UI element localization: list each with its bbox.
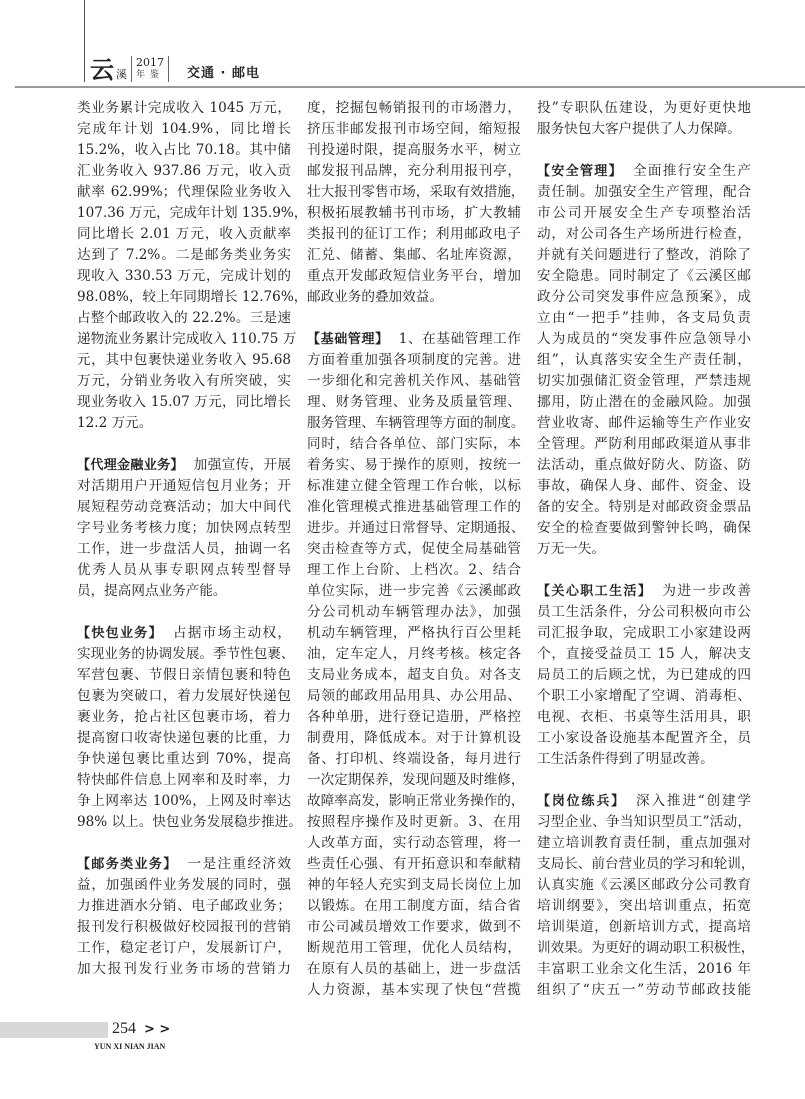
continued-paragraph — [307, 98, 525, 308]
line-text: 着务实、易于操作的原则，按统一 — [307, 457, 521, 473]
text-line — [307, 119, 521, 140]
text-line — [77, 182, 291, 203]
line-text: 107.36 万元，完成年计划 135.9%， — [77, 205, 308, 221]
text-line — [77, 812, 302, 833]
text-line — [537, 980, 751, 1001]
text-line — [537, 371, 751, 392]
line-text: 在原有人员的基础上，进一步盘活 — [307, 961, 521, 977]
text-column-1 — [77, 98, 308, 1001]
text-line — [537, 203, 751, 224]
section-paragraph — [537, 581, 751, 770]
paragraph-heading: 【关心职工生活】 — [537, 584, 653, 599]
line-text: 15.2%，收入占比 70.18。其中储 — [77, 142, 291, 158]
line-text: 邮政业务的叠加效益。 — [307, 289, 443, 305]
line-text: 军营包裹、节假日亲情包裹和特色 — [77, 667, 291, 683]
line-text: 达到了 7.2%。二是邮务类业务实 — [77, 247, 291, 263]
line-text: 递物流业务累计完成收入 110.75 万 — [77, 331, 297, 347]
text-line — [307, 350, 521, 371]
text-line — [307, 434, 521, 455]
line-text: 特快邮件信息上网率和及时率，力 — [77, 772, 291, 788]
text-line — [307, 161, 521, 182]
text-line — [537, 455, 751, 476]
text-line — [307, 812, 521, 833]
yearbook-label — [136, 56, 164, 82]
text-line — [307, 896, 521, 917]
text-line — [77, 392, 291, 413]
text-line — [537, 434, 751, 455]
text-line — [537, 350, 751, 371]
text-line — [307, 266, 521, 287]
text-line — [537, 959, 751, 980]
text-line — [77, 371, 291, 392]
text-line — [537, 833, 751, 854]
line-text: 工生活条件得到了明显改善。 — [537, 751, 714, 767]
line-text: 人改革方面，实行动态管理，将一 — [307, 835, 521, 851]
page-arrows: > > — [144, 1022, 171, 1037]
line-text: 支局业务成本，超支自负。对各支 — [307, 667, 521, 683]
text-line — [77, 854, 291, 875]
text-line — [537, 749, 751, 770]
line-text: 组”，认真落实安全生产责任制， — [537, 352, 751, 368]
brand-sub: 溪 — [116, 68, 127, 81]
section-paragraph — [77, 623, 302, 833]
text-line — [537, 686, 751, 707]
line-text: 工作，稳定老订户，发展新订户， — [77, 940, 291, 956]
text-line — [537, 497, 751, 518]
line-text: 断规范用工管理，优化人员结构， — [307, 940, 521, 956]
line-text: 占整个邮政收入的 22.2%。三是速 — [77, 310, 291, 326]
line-text: 展短程劳动竞赛活动；加大中间代 — [77, 499, 291, 515]
line-text: 标准建立健全管理工作台帐，以标 — [307, 478, 521, 494]
line-text: 立由“一把手”挂帅，各支局负责 — [537, 310, 751, 326]
text-line — [307, 980, 521, 1001]
header-vertical-rule — [84, 0, 85, 82]
line-text: 元，其中包裹快递业务收入 95.68 — [77, 352, 291, 368]
line-text: 训效果。为更好的调动职工积极性， — [537, 940, 755, 956]
line-text: 丰富职工业余文化生活，2016 年 — [537, 961, 751, 977]
text-line — [307, 917, 521, 938]
line-text: 建立培训教育责任制，重点加强对 — [537, 835, 751, 851]
running-header — [90, 56, 260, 82]
text-line — [77, 476, 291, 497]
line-text: 责任制。加强安全生产管理，配合 — [537, 184, 751, 200]
text-line — [307, 329, 521, 350]
line-text: 按照程序操作及时更新。3、在用 — [307, 814, 521, 830]
paragraph-heading: 【邮务类业务】 — [77, 857, 178, 872]
line-text: 字号业务考核力度；加快网点转型 — [77, 520, 291, 536]
text-line — [77, 497, 291, 518]
line-text: 组织了“庆五一”劳动节邮政技能 — [537, 982, 751, 998]
paragraph-heading: 【安全管理】 — [537, 164, 623, 179]
text-line — [307, 644, 521, 665]
text-line — [77, 203, 308, 224]
text-line — [537, 812, 751, 833]
line-text: 些责任心强、有开拓意识和奉献精 — [307, 856, 521, 872]
text-line — [77, 518, 291, 539]
line-text: 电视、衣柜、书桌等生活用具，职 — [537, 709, 751, 725]
header-divider — [168, 56, 169, 82]
line-text: 培训渠道，创新培训方式，提高培 — [537, 919, 751, 935]
line-text: 壮大报刊零售市场，采取有效措施， — [307, 184, 525, 200]
line-text: 类报刊的征订工作；利用邮政电子 — [307, 226, 521, 242]
line-text: 培训纲要》，突出培训重点，拓宽 — [537, 898, 751, 914]
line-text: 现业务收入 15.07 万元，同比增长 — [77, 394, 291, 410]
text-line — [307, 413, 525, 434]
text-column-2 — [307, 98, 525, 1022]
page-number-block — [112, 1019, 170, 1040]
text-line — [537, 938, 755, 959]
text-line — [307, 560, 521, 581]
line-text: 并就有关问题进行了整改，消除了 — [537, 247, 751, 263]
line-text: 个，直接受益员工 15 人，解决支 — [537, 646, 751, 662]
text-line — [307, 518, 525, 539]
header-yearbook: 年鉴 — [136, 70, 165, 80]
text-line — [307, 959, 521, 980]
line-text: 占据市场主动权， — [172, 625, 291, 641]
line-text: 度，挖掘包畅销报刊的市场潜力， — [307, 100, 521, 116]
text-line — [537, 476, 751, 497]
line-text: 神的年轻人充实到支局长岗位上加 — [307, 877, 521, 893]
text-line — [307, 392, 521, 413]
section-paragraph — [307, 329, 525, 1001]
footer-bar — [0, 1022, 108, 1038]
line-text: 益，加强函件业务发展的同时，强 — [77, 877, 291, 893]
text-line — [307, 287, 521, 308]
line-text: 法活动，重点做好防火、防盗、防 — [537, 457, 751, 473]
text-line — [307, 602, 521, 623]
line-text: 98.08%，较上年同期增长 12.76%， — [77, 289, 308, 305]
text-line — [537, 644, 751, 665]
line-text: 万无一失。 — [537, 541, 605, 557]
text-line — [307, 791, 525, 812]
line-text: 事故，确保人身、邮件、资金、设 — [537, 478, 751, 494]
line-text: 深入推进“创建学 — [636, 793, 751, 809]
line-text: 完成年计划 104.9%，同比增长 — [77, 121, 291, 137]
line-text: 单位实际，进一步完善《云溪邮政 — [307, 583, 521, 599]
text-line — [537, 917, 751, 938]
header-divider — [131, 56, 132, 82]
text-line — [537, 119, 751, 140]
text-line — [77, 749, 291, 770]
line-text: 同时，结合各单位、部门实际，本 — [307, 436, 521, 452]
text-line — [307, 875, 521, 896]
section-paragraph — [537, 791, 755, 1001]
text-line — [77, 791, 291, 812]
line-text: 工小家设备设施基本配置齐全，员 — [537, 730, 751, 746]
text-line — [307, 686, 521, 707]
text-line — [77, 245, 291, 266]
text-line — [307, 728, 521, 749]
text-line — [537, 707, 751, 728]
line-text: 政分公司突发事件应急预案》，成 — [537, 289, 751, 305]
text-line — [537, 875, 751, 896]
line-text: 习型企业、争当知识型员工”活动， — [537, 814, 751, 830]
text-line — [537, 413, 751, 434]
text-line — [77, 644, 295, 665]
line-text: 安全隐患。同时制定了《云溪区邮 — [537, 268, 751, 284]
line-text: 分公司机动车辆管理办法》，加强 — [307, 604, 521, 620]
line-text: 刊投递时限，提高服务水平，树立 — [307, 142, 521, 158]
text-line — [307, 665, 521, 686]
text-line — [537, 287, 751, 308]
section-title: 交通 · 邮电 — [187, 66, 261, 81]
line-text: 工作，进一步盘活人员，抽调一名 — [77, 541, 291, 557]
text-line — [307, 623, 521, 644]
line-text: 服务管理、车辆管理等方面的制度。 — [307, 415, 525, 431]
line-text: 包裹为突破口，着力发展好快递包 — [77, 688, 291, 704]
text-line — [77, 308, 291, 329]
text-line — [307, 203, 521, 224]
line-text: 支局长、前台营业员的学习和轮训， — [537, 856, 755, 872]
line-text: 类业务累计完成收入 1045 万元， — [77, 100, 291, 116]
text-line — [77, 140, 291, 161]
line-text: 实现业务的协调发展。季节性包裹、 — [77, 646, 295, 662]
line-text: 动，对公司各生产场所进行检查， — [537, 226, 751, 242]
text-line — [307, 245, 521, 266]
text-line — [537, 245, 751, 266]
line-text: 安全的检查要做到警钟长鸣，确保 — [537, 520, 751, 536]
text-line — [537, 791, 751, 812]
section-paragraph — [77, 854, 291, 980]
text-line — [77, 896, 291, 917]
line-text: 人为成员的“突发事件应急领导小 — [537, 331, 751, 347]
text-line — [307, 224, 521, 245]
text-line — [77, 728, 291, 749]
line-text: 加强宣传，开展 — [193, 457, 291, 473]
text-line — [77, 686, 291, 707]
text-line — [77, 875, 291, 896]
line-text: 局员工的后顾之忧，为已建成的四 — [537, 667, 751, 683]
text-line — [77, 770, 291, 791]
paragraph-heading: 【基础管理】 — [307, 332, 389, 347]
line-text: 全管理。严防利用邮政渠道从事非 — [537, 436, 751, 452]
line-text: 为进一步改善 — [662, 583, 751, 599]
text-line — [77, 266, 291, 287]
text-line — [537, 665, 751, 686]
line-text: 认真实施《云溪区邮政分公司教育 — [537, 877, 751, 893]
line-text: 市公司减员增效工作要求，做到不 — [307, 919, 521, 935]
line-text: 各种单册，进行登记造册，严格控 — [307, 709, 521, 725]
line-text: 12.2 万元。 — [77, 415, 153, 431]
line-text: 重点开发邮政短信业务平台，增加 — [307, 268, 521, 284]
text-line — [537, 182, 751, 203]
line-text: 全面推行安全生产 — [632, 163, 751, 179]
line-text: 机动车辆管理，严格执行百公里耗 — [307, 625, 521, 641]
text-line — [77, 959, 291, 980]
line-text: 准化管理模式推进基础管理工作的 — [307, 499, 521, 515]
line-text: 1、在基础管理工作 — [398, 331, 521, 347]
line-text: 投”专职队伍建设，为更好更快地 — [537, 100, 751, 116]
line-text: 争上网率达 100%，上网及时率达 — [77, 793, 291, 809]
text-line — [77, 623, 291, 644]
line-text: 力推进酒水分销、电子邮政业务； — [77, 898, 291, 914]
text-line — [307, 707, 521, 728]
paragraph-heading: 【岗位练兵】 — [537, 794, 627, 809]
text-line — [537, 581, 751, 602]
line-text: 营业收寄、邮件运输等生产作业安 — [537, 415, 751, 431]
page-number: 254 — [112, 1020, 136, 1037]
footer-subtitle: YUN XI NIAN JIAN — [94, 1042, 166, 1051]
line-text: 积极拓展教辅书刊市场，扩大教辅 — [307, 205, 521, 221]
line-text: 报刊发行积极做好校园报刊的营销 — [77, 919, 291, 935]
text-line — [77, 581, 291, 602]
text-line — [77, 224, 291, 245]
text-line — [537, 602, 751, 623]
text-line — [307, 371, 521, 392]
text-line — [77, 119, 291, 140]
line-text: 制费用，降低成本。对于计算机设 — [307, 730, 521, 746]
line-text: 进步。并通过日常督导、定期通报、 — [307, 520, 525, 536]
text-line — [307, 770, 525, 791]
line-text: 局领的邮政用品用具、办公用品、 — [307, 688, 521, 704]
line-text: 万元，分销业务收入有所突破，实 — [77, 373, 291, 389]
text-line — [537, 392, 751, 413]
text-line — [537, 854, 755, 875]
text-line — [77, 917, 291, 938]
text-line — [307, 497, 521, 518]
header-rule — [15, 86, 805, 88]
line-text: 故障率高发，影响正常业务操作的， — [307, 793, 525, 809]
line-text: 市公司开展安全生产专项整治活 — [537, 205, 751, 221]
text-line — [77, 665, 291, 686]
brand-main: 云 — [90, 56, 114, 84]
line-text: 现收入 330.53 万元，完成计划的 — [77, 268, 291, 284]
text-line — [537, 308, 751, 329]
text-line — [537, 224, 751, 245]
text-line — [307, 476, 521, 497]
text-line — [77, 329, 297, 350]
line-text: 突击检查等方式，促使全局基础管 — [307, 541, 521, 557]
continued-paragraph — [537, 98, 751, 140]
text-line — [77, 560, 291, 581]
paragraph-heading: 【代理金融业务】 — [77, 458, 184, 473]
text-line — [307, 854, 521, 875]
section-paragraph — [77, 455, 291, 602]
line-text: 挪用，防止潜在的金融风险。加强 — [537, 394, 751, 410]
line-text: 方面着重加强各项制度的完善。进 — [307, 352, 521, 368]
line-text: 以锻炼。在用工制度方面，结合省 — [307, 898, 521, 914]
line-text: 个职工小家增配了空调、消毒柜、 — [537, 688, 751, 704]
line-text: 切实加强储汇资金管理，严禁违规 — [537, 373, 751, 389]
line-text: 理、财务管理、业务及质量管理、 — [307, 394, 521, 410]
text-line — [537, 896, 751, 917]
text-line — [537, 161, 751, 182]
text-line — [537, 539, 751, 560]
line-text: 挤压非邮发报刊市场空间，缩短报 — [307, 121, 521, 137]
line-text: 98% 以上。快包业务发展稳步推进。 — [77, 814, 302, 830]
line-text: 加大报刊发行业务市场的营销力 — [77, 961, 291, 977]
paragraph-heading: 【快包业务】 — [77, 626, 163, 641]
line-text: 同比增长 2.01 万元，收入贡献率 — [77, 226, 291, 242]
text-line — [77, 707, 291, 728]
text-line — [77, 350, 291, 371]
line-text: 司汇报争取，完成职工小家建设两 — [537, 625, 751, 641]
line-text: 一是注重经济效 — [187, 856, 291, 872]
line-text: 员工生活条件，分公司积极向市公 — [537, 604, 751, 620]
line-text: 一步细化和完善机关作风、基础管 — [307, 373, 521, 389]
text-line — [307, 581, 521, 602]
line-text: 献率 62.99%；代理保险业务收入 — [77, 184, 291, 200]
line-text: 邮发报刊品牌，充分利用报刊亭， — [307, 163, 521, 179]
line-text: 提高窗口收寄快递包裹的比重，力 — [77, 730, 291, 746]
text-line — [307, 938, 521, 959]
line-text: 备的安全。特别是对邮政资金票品 — [537, 499, 751, 515]
text-column-3 — [537, 98, 755, 1022]
text-line — [307, 539, 521, 560]
line-text: 服务快包大客户提供了人力保障。 — [537, 121, 741, 137]
continued-paragraph — [77, 98, 308, 434]
text-line — [307, 182, 525, 203]
line-text: 人力资源，基本实现了快包“营揽 — [307, 982, 521, 998]
text-line — [77, 287, 308, 308]
line-text: 备、打印机、终端设备，每月进行 — [307, 751, 521, 767]
text-line — [307, 749, 521, 770]
header-year: 2017 — [136, 56, 164, 69]
text-line — [307, 98, 521, 119]
text-line — [537, 329, 751, 350]
line-text: 员，提高网点业务产能。 — [77, 583, 227, 599]
line-text: 理工作上台阶、上档次。2、结合 — [307, 562, 521, 578]
line-text: 一次定期保养，发现问题及时维修， — [307, 772, 525, 788]
text-line — [537, 623, 751, 644]
text-line — [77, 938, 291, 959]
section-paragraph — [537, 161, 751, 560]
text-line — [307, 140, 521, 161]
text-line — [537, 518, 751, 539]
text-line — [77, 98, 291, 119]
line-text: 裹业务，抢占社区包裹市场，着力 — [77, 709, 291, 725]
line-text: 汇业务收入 937.86 万元，收入贡 — [77, 163, 291, 179]
line-text: 油，定车定人，月终考核。核定各 — [307, 646, 521, 662]
line-text: 争快递包裹比重达到 70%，提高 — [77, 751, 291, 767]
text-line — [77, 455, 291, 476]
text-line — [307, 455, 521, 476]
text-line — [307, 833, 521, 854]
text-line — [77, 539, 291, 560]
text-line — [77, 161, 291, 182]
line-text: 对活期用户开通短信包月业务；开 — [77, 478, 291, 494]
line-text: 优秀人员从事专职网点转型督导 — [77, 562, 291, 578]
text-line — [77, 413, 291, 434]
text-line — [537, 728, 751, 749]
line-text: 汇兑、储蓄、集邮、名址库资源， — [307, 247, 521, 263]
text-line — [537, 98, 751, 119]
text-line — [537, 266, 751, 287]
